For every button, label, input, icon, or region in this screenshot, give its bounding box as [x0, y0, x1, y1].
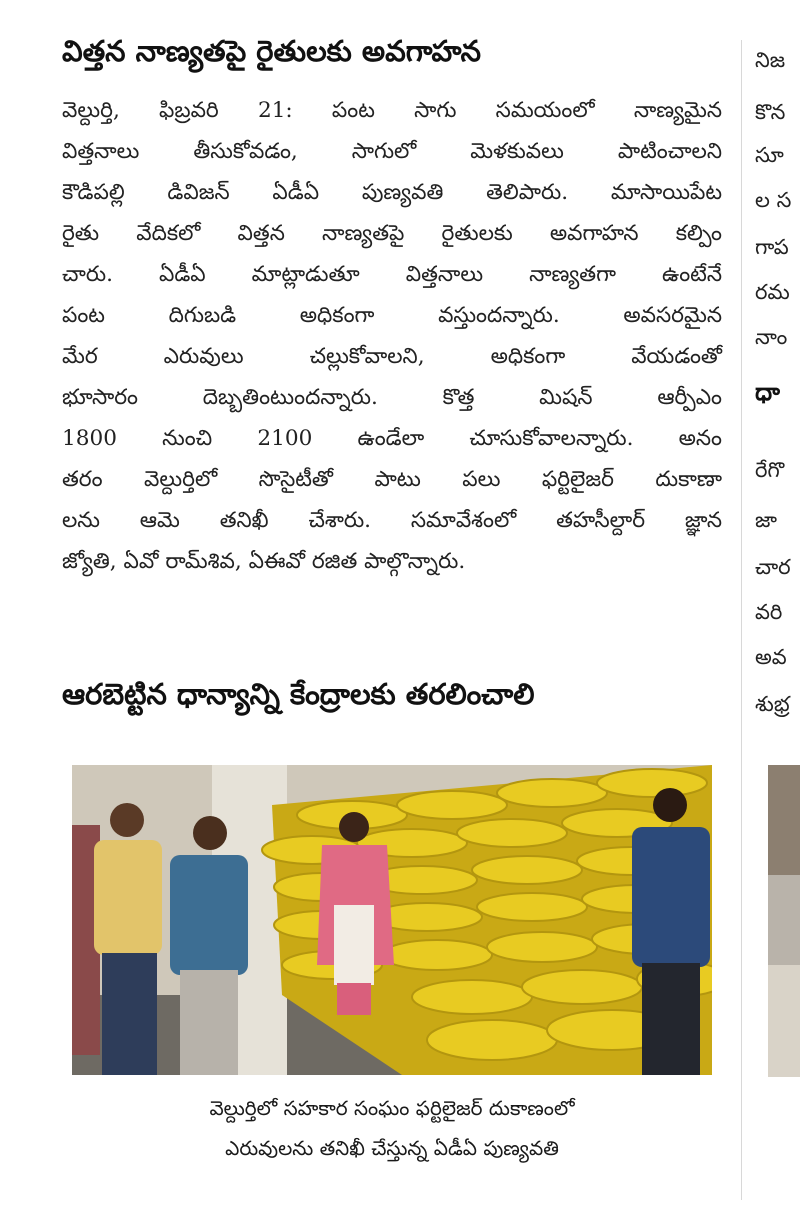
article-headline: విత్తన నాణ్యతపై రైతులకు అవగాహన [62, 34, 481, 69]
body-line: పంట దిగుబడి అధికంగా వస్తుందన్నారు. అవసరమైన [62, 303, 722, 328]
side-text-fragment: నాం [755, 325, 788, 349]
side-text-fragment: అవ [755, 645, 787, 669]
side-text-fragment: శుభ్ర [755, 692, 790, 716]
caption-line: ఎరువులను తనిఖీ చేస్తున్న ఏడీఏ పుణ్యవతి [225, 1136, 559, 1160]
side-text-fragment: రేగొ [755, 458, 785, 482]
side-text-fragment: నిజ [755, 48, 786, 72]
body-line: వెల్దుర్తి, ఫిబ్రవరి 21: పంట సాగు సమయంలో నాణ్యమైన [62, 98, 722, 123]
body-line: తరం వెల్దుర్తిలో సొసైటీతో పాటు పలు ఫర్టిలైజర్ దుకాణా [62, 467, 722, 492]
side-text-fragment: రమ [755, 280, 790, 304]
news-photo [72, 765, 712, 1075]
body-line: 1800 నుంచి 2100 ఉండేలా చూసుకోవాలన్నారు. అనం [62, 426, 722, 451]
second-article-headline: ఆరబెట్టిన ధాన్యాన్ని కేంద్రాలకు తరలించాలి [62, 677, 535, 712]
body-line: కౌడిపల్లి డివిజన్ ఏడీఏ పుణ్యవతి తెలిపారు. మాసాయిపేట [62, 180, 722, 205]
side-text-fragment: ల స [755, 188, 792, 212]
body-line: రైతు వేదికలో విత్తన నాణ్యతపై రైతులకు అవగాహన కల్పిం [62, 221, 722, 246]
photo-illustration [72, 765, 712, 1075]
column-divider [741, 40, 742, 1200]
photo-caption [72, 1088, 712, 1168]
photo-person-man-dark-shirt [632, 788, 710, 1075]
side-text-fragment: సూ [755, 143, 784, 167]
side-headline-fragment: ధా [755, 378, 780, 406]
adjacent-photo-illustration [768, 765, 800, 1077]
article-body [62, 90, 722, 582]
body-line: చారు. ఏడీఏ మాట్లాడుతూ విత్తనాలు నాణ్యతగా ఉంటేనే [62, 262, 722, 287]
side-text-fragment: చార [755, 555, 791, 579]
caption-line: వెల్దుర్తిలో సహకార సంఘం ఫర్టిలైజర్ దుకాణంలో [209, 1096, 575, 1120]
side-text-fragment: గాప [755, 235, 789, 259]
body-line: భూసారం దెబ్బతింటుందన్నారు. కొత్త మిషన్ ఆర్పీఎం [62, 385, 722, 410]
photo-person-man-yellow-shirt [94, 803, 162, 1075]
body-line: లను ఆమె తనిఖీ చేశారు. సమావేశంలో తహసీల్దార్ జ్ఞాన [62, 508, 722, 533]
side-text-fragment: జా [755, 508, 777, 532]
body-line: మేర ఎరువులు చల్లుకోవాలని, అధికంగా వేయడంతో [62, 344, 722, 369]
body-line: జ్యోతి, ఏవో రామ్‌శివ, ఏఈవో రజిత పాల్గొన్నారు. [62, 549, 466, 574]
side-text-fragment: వరి [755, 600, 783, 624]
adjacent-photo-fragment [768, 765, 800, 1077]
side-text-fragment: కొన [755, 100, 786, 124]
body-line: విత్తనాలు తీసుకోవడం, సాగులో మెళకువలు పాటించాలని [62, 139, 722, 164]
